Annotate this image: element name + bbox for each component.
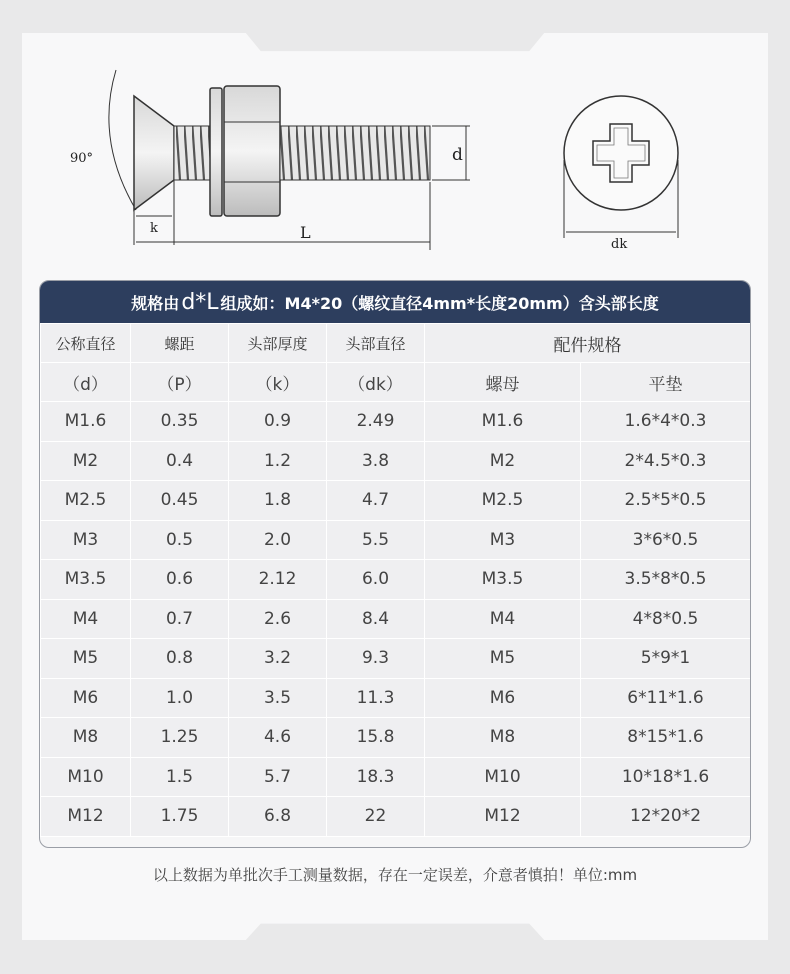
cell-nut: M10 (425, 757, 581, 797)
cell-dk: 4.7 (327, 481, 425, 521)
cell-p: 1.75 (131, 797, 229, 837)
table-title (40, 281, 750, 323)
header-nominal-symbol: （d） (41, 363, 131, 402)
cell-d: M1.6 (41, 402, 131, 442)
k-label: k (150, 221, 158, 236)
cell-dk: 15.8 (327, 718, 425, 758)
cell-p: 1.25 (131, 718, 229, 758)
cell-d: M5 (41, 639, 131, 679)
cell-dk: 11.3 (327, 678, 425, 718)
header-accessories: 配件规格 (425, 324, 751, 363)
cell-k: 5.7 (229, 757, 327, 797)
table-header-row-2 (41, 363, 751, 402)
L-label: L (300, 223, 311, 242)
cell-dk: 9.3 (327, 639, 425, 679)
cell-d: M12 (41, 797, 131, 837)
cell-nut: M1.6 (425, 402, 581, 442)
cell-washer: 6*11*1.6 (581, 678, 751, 718)
angle-label: 90° (70, 151, 94, 166)
washer (210, 88, 222, 216)
cell-k: 3.5 (229, 678, 327, 718)
cell-washer: 8*15*1.6 (581, 718, 751, 758)
cell-dk: 5.5 (327, 520, 425, 560)
cell-k: 2.12 (229, 560, 327, 600)
header-head-diameter: 头部直径 (327, 324, 425, 363)
title-prefix: 规格由 (131, 293, 180, 313)
cell-p: 1.5 (131, 757, 229, 797)
header-nut: 螺母 (425, 363, 581, 402)
cell-washer: 2*4.5*0.3 (581, 441, 751, 481)
d-label: d (452, 145, 463, 165)
table-row (41, 639, 751, 679)
cell-washer: 5*9*1 (581, 639, 751, 679)
screw-diagram (0, 0, 790, 270)
cell-k: 1.2 (229, 441, 327, 481)
header-head-thickness-symbol: （k） (229, 363, 327, 402)
cell-nut: M2.5 (425, 481, 581, 521)
cell-nut: M5 (425, 639, 581, 679)
cell-washer: 4*8*0.5 (581, 599, 751, 639)
cell-d: M3.5 (41, 560, 131, 600)
cell-d: M8 (41, 718, 131, 758)
cell-washer: 1.6*4*0.3 (581, 402, 751, 442)
table-header-row (41, 324, 751, 363)
cell-dk: 3.8 (327, 441, 425, 481)
cell-p: 0.45 (131, 481, 229, 521)
cell-dk: 22 (327, 797, 425, 837)
cell-nut: M8 (425, 718, 581, 758)
cell-washer: 3.5*8*0.5 (581, 560, 751, 600)
header-head-thickness: 头部厚度 (229, 324, 327, 363)
cell-k: 6.8 (229, 797, 327, 837)
cell-k: 0.9 (229, 402, 327, 442)
screw-head-topview (564, 96, 678, 210)
spec-table-panel (39, 280, 751, 848)
cell-k: 2.0 (229, 520, 327, 560)
screw-thread (280, 126, 430, 180)
cell-d: M10 (41, 757, 131, 797)
cell-nut: M12 (425, 797, 581, 837)
table-row (41, 757, 751, 797)
table-row (41, 560, 751, 600)
cell-d: M2 (41, 441, 131, 481)
cell-nut: M3.5 (425, 560, 581, 600)
cell-d: M2.5 (41, 481, 131, 521)
cell-p: 1.0 (131, 678, 229, 718)
cell-k: 2.6 (229, 599, 327, 639)
dk-label: dk (611, 237, 628, 252)
table-row (41, 402, 751, 442)
cell-p: 0.7 (131, 599, 229, 639)
cell-dk: 18.3 (327, 757, 425, 797)
cell-p: 0.35 (131, 402, 229, 442)
hex-nut (224, 86, 280, 216)
angle-arc (109, 70, 136, 210)
table-row (41, 599, 751, 639)
table-row (41, 520, 751, 560)
cell-p: 0.5 (131, 520, 229, 560)
cell-nut: M2 (425, 441, 581, 481)
spec-table-body (41, 402, 751, 837)
table-row (41, 481, 751, 521)
cell-d: M4 (41, 599, 131, 639)
header-pitch: 螺距 (131, 324, 229, 363)
spec-table (40, 323, 751, 837)
cell-washer: 10*18*1.6 (581, 757, 751, 797)
table-row (41, 678, 751, 718)
title-formula: d*L (181, 289, 219, 315)
table-row (41, 797, 751, 837)
cell-p: 0.4 (131, 441, 229, 481)
header-nominal: 公称直径 (41, 324, 131, 363)
cell-nut: M4 (425, 599, 581, 639)
header-washer: 平垫 (581, 363, 751, 402)
cell-nut: M3 (425, 520, 581, 560)
title-suffix: 组成如：M4*20（螺纹直径4mm*长度20mm）含头部长度 (220, 293, 659, 313)
header-head-diameter-symbol: （dk） (327, 363, 425, 402)
cell-d: M6 (41, 678, 131, 718)
cell-washer: 2.5*5*0.5 (581, 481, 751, 521)
screw-head (134, 96, 174, 210)
cell-washer: 3*6*0.5 (581, 520, 751, 560)
cell-p: 0.6 (131, 560, 229, 600)
cell-k: 3.2 (229, 639, 327, 679)
header-pitch-symbol: （P） (131, 363, 229, 402)
cell-d: M3 (41, 520, 131, 560)
cell-p: 0.8 (131, 639, 229, 679)
cell-k: 1.8 (229, 481, 327, 521)
cell-dk: 6.0 (327, 560, 425, 600)
cell-nut: M6 (425, 678, 581, 718)
footer-note: 以上数据为单批次手工测量数据，存在一定误差，介意者慎拍！单位:mm (152, 866, 638, 884)
table-row (41, 718, 751, 758)
cell-dk: 2.49 (327, 402, 425, 442)
cell-washer: 12*20*2 (581, 797, 751, 837)
cell-k: 4.6 (229, 718, 327, 758)
table-row (41, 441, 751, 481)
cell-dk: 8.4 (327, 599, 425, 639)
